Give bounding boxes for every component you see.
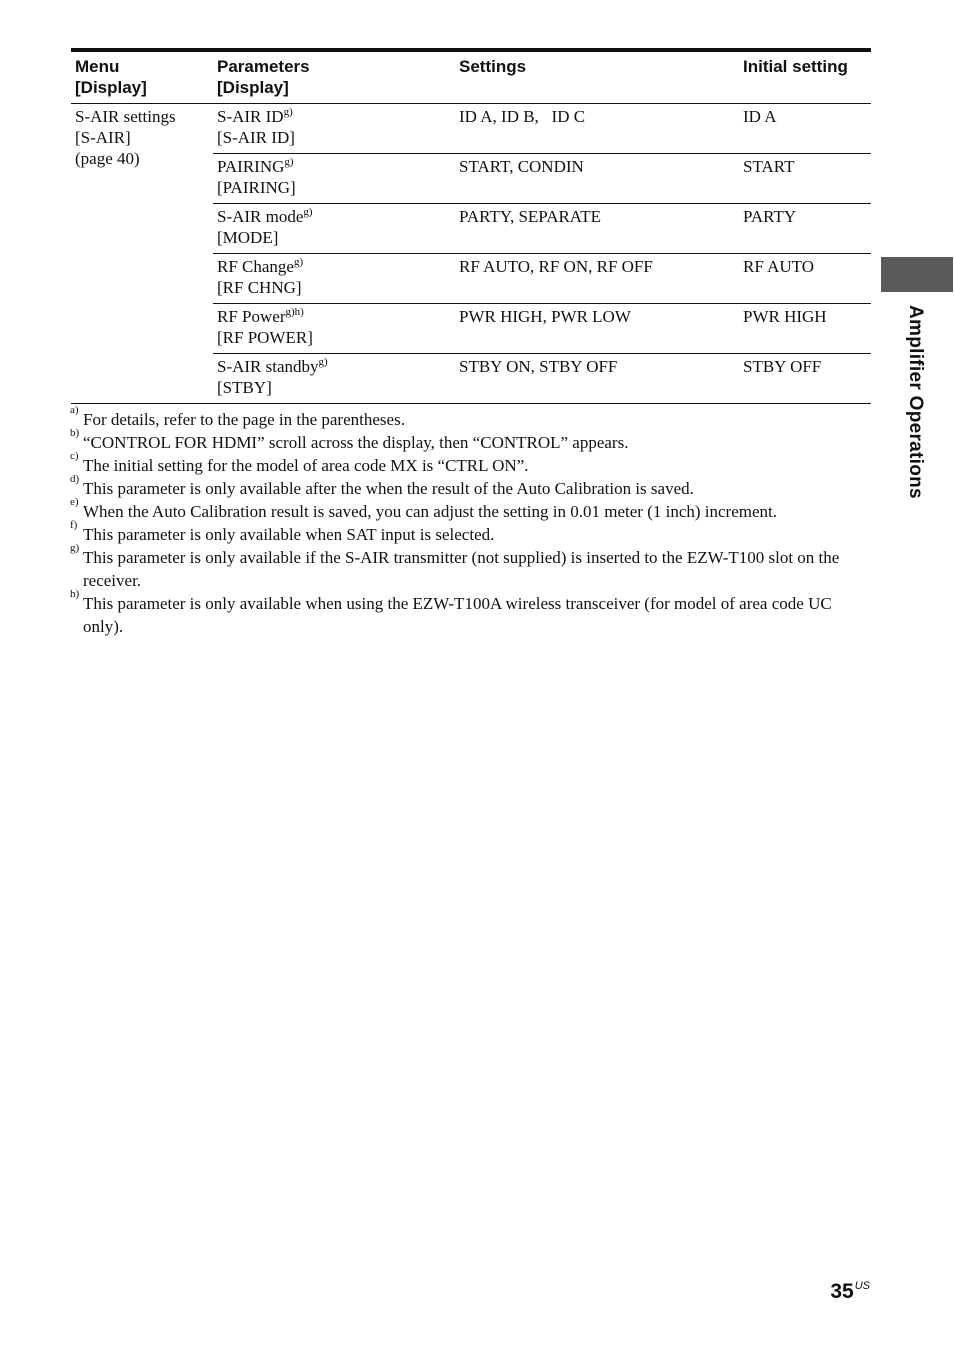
parameter-display: [STBY] [217,378,272,397]
settings-header: Settings [455,50,739,104]
parameter-name: PAIRING [217,157,285,176]
footnote-ref: g)h) [285,306,304,318]
parameter-name: RF Power [217,307,286,326]
menu-header-display: [Display] [75,78,147,97]
initial-setting-cell: PWR HIGH [739,304,871,354]
parameter-name-line [217,256,451,277]
footnote-text: This parameter is only available when SAT input is selected. [83,525,495,544]
menu-name: S-AIR settings [75,107,176,126]
footnote-text: This parameter is only available after the when the result of the Auto Calibration is saved. [83,479,694,498]
settings-cell: START, CONDIN [455,154,739,204]
footnote-text: This parameter is only available when using the EZW-T100A wireless transceiver (for model of area code UC only). [83,594,832,636]
page-number [830,1280,870,1304]
footnote [70,427,870,454]
footnotes [70,404,870,638]
footnote-text: The initial setting for the model of area code MX is “CTRL ON”. [83,456,529,475]
parameter-cell [213,354,455,404]
initial-setting-cell: STBY OFF [739,354,871,404]
parameter-name-line [217,306,451,327]
menu-header-title: Menu [75,57,120,76]
parameter-cell [213,104,455,154]
footnote-ref: g) [293,256,304,268]
footnote-mark: a) [70,404,79,416]
parameter-name: S-AIR ID [217,107,284,126]
footnote-mark: b) [70,427,80,439]
menu-page-ref: (page 40) [75,149,140,168]
menu-header [71,50,213,104]
parameter-name: S-AIR mode [217,207,304,226]
settings-table [71,48,871,404]
parameter-name-line [217,356,451,377]
footnote-text: “CONTROL FOR HDMI” scroll across the display, then “CONTROL” appears. [83,433,629,452]
initial-setting-cell: START [739,154,871,204]
parameter-display: [RF POWER] [217,328,313,347]
parameter-name-line [217,156,451,177]
parameter-display: [PAIRING] [217,178,296,197]
footnote-mark: c) [70,450,79,462]
parameter-cell [213,254,455,304]
footnote-text: For details, refer to the page in the parentheses. [83,410,405,429]
footnote-mark: h) [70,588,80,600]
footnote [70,496,870,523]
parameter-cell [213,154,455,204]
parameters-header-title: Parameters [217,57,310,76]
parameter-name: RF Change [217,257,294,276]
parameter-name: S-AIR standby [217,357,319,376]
initial-setting-cell: RF AUTO [739,254,871,304]
parameter-display: [S-AIR ID] [217,128,295,147]
footnote [70,404,870,431]
page-number-value: 35 [830,1280,854,1303]
footnote [70,519,870,546]
parameter-cell [213,304,455,354]
footnote-text: When the Auto Calibration result is saved, you can adjust the setting in 0.01 meter (1 inch) increment. [83,502,777,521]
parameter-name-line [217,106,451,127]
footnote [70,473,870,500]
footnote-mark: g) [70,542,80,554]
parameter-display: [RF CHNG] [217,278,302,297]
parameters-header-display: [Display] [217,78,289,97]
footnote-mark: d) [70,473,80,485]
settings-cell: ID A, ID B, ID C [455,104,739,154]
table-row [71,104,871,154]
section-side-label: Amplifier Operations [905,305,926,499]
settings-cell: STBY ON, STBY OFF [455,354,739,404]
footnote-ref: g) [283,106,293,118]
parameter-display: [MODE] [217,228,279,247]
footnote-ref: g) [284,156,294,168]
initial-setting-cell: PARTY [739,204,871,254]
footnote-mark: e) [70,496,79,508]
menu-display: [S-AIR] [75,128,131,147]
settings-cell: RF AUTO, RF ON, RF OFF [455,254,739,304]
footnote [70,542,870,592]
table-header-row [71,50,871,104]
page-number-suffix: US [854,1280,870,1292]
footnote-mark: f) [70,519,78,531]
parameters-header [213,50,455,104]
parameter-cell [213,204,455,254]
section-tab-marker [881,257,953,292]
footnote-text: This parameter is only available if the S-AIR transmitter (not supplied) is inserted to the EZW-T100 slot on the receiver. [83,548,840,590]
footnote-ref: g) [318,356,328,368]
settings-cell: PWR HIGH, PWR LOW [455,304,739,354]
initial-setting-header: Initial setting [739,50,871,104]
footnote [70,588,870,638]
footnote-ref: g) [303,206,313,218]
initial-setting-cell: ID A [739,104,871,154]
footnote [70,450,870,477]
settings-cell: PARTY, SEPARATE [455,204,739,254]
parameter-name-line [217,206,451,227]
menu-cell [71,104,213,404]
